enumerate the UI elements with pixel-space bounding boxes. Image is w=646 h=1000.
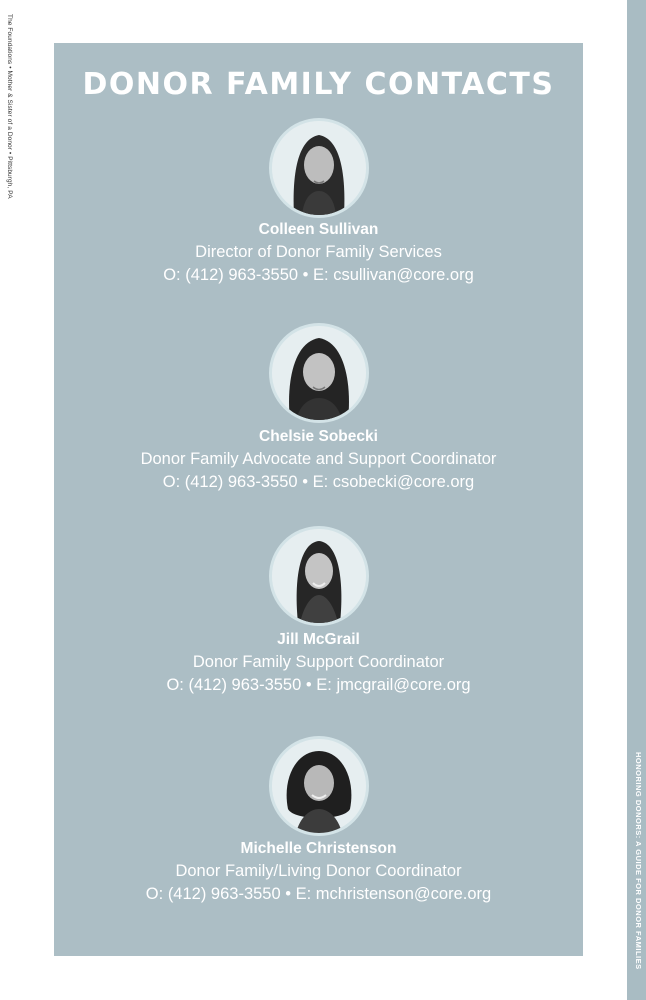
email-prefix: E: xyxy=(316,676,337,694)
separator: • xyxy=(297,473,313,491)
phone-prefix: O: xyxy=(166,676,189,694)
contact-name: Michelle Christenson xyxy=(240,840,397,857)
phone-number: (412) 963-3550 xyxy=(167,885,281,903)
email-address[interactable]: csobecki@core.org xyxy=(332,473,475,491)
contact-role: Director of Donor Family Services xyxy=(195,243,442,261)
contact-role: Donor Family Support Coordinator xyxy=(192,653,445,671)
separator: • xyxy=(298,266,314,284)
contacts-panel xyxy=(54,43,583,956)
person-photo-icon xyxy=(272,739,366,833)
person-photo-icon xyxy=(272,121,366,215)
phone-number: (412) 963-3550 xyxy=(188,676,302,694)
contact-role: Donor Family Advocate and Support Coordinator xyxy=(140,450,497,468)
person-photo-icon xyxy=(272,326,366,420)
contact-role: Donor Family/Living Donor Coordinator xyxy=(175,862,462,880)
contact-details xyxy=(54,676,583,695)
contact-card xyxy=(54,739,583,939)
email-prefix: E: xyxy=(295,885,316,903)
phone-prefix: O: xyxy=(145,885,168,903)
phone-prefix: O: xyxy=(162,473,185,491)
contact-details xyxy=(54,266,583,285)
contact-card xyxy=(54,326,583,526)
separator: • xyxy=(301,676,317,694)
person-photo-icon xyxy=(272,529,366,623)
email-prefix: E: xyxy=(312,473,333,491)
phone-prefix: O: xyxy=(163,266,186,284)
contact-details xyxy=(54,885,583,904)
contact-card xyxy=(54,121,583,321)
phone-number: (412) 963-3550 xyxy=(185,266,299,284)
avatar xyxy=(272,529,366,623)
phone-number: (412) 963-3550 xyxy=(184,473,298,491)
page-title: DONOR FAMILY CONTACTS xyxy=(82,67,555,102)
contact-name: Chelsie Sobecki xyxy=(259,428,378,445)
side-band-label: HONORING DONORS: A GUIDE FOR DONOR FAMILIES xyxy=(634,752,643,970)
separator: • xyxy=(280,885,296,903)
email-address[interactable]: jmcgrail@core.org xyxy=(336,676,471,694)
avatar xyxy=(272,121,366,215)
email-address[interactable]: csullivan@core.org xyxy=(333,266,474,284)
avatar xyxy=(272,739,366,833)
contact-name: Jill McGrail xyxy=(277,631,360,648)
avatar xyxy=(272,326,366,420)
contact-details xyxy=(54,473,583,492)
email-prefix: E: xyxy=(313,266,334,284)
side-caption: The Foundations • Mother & Sister of a Donor • Pittsburgh, PA xyxy=(6,14,13,199)
email-address[interactable]: mchristenson@core.org xyxy=(315,885,492,903)
contact-card xyxy=(54,529,583,729)
contact-name: Colleen Sullivan xyxy=(258,221,379,238)
side-band xyxy=(627,0,646,1000)
